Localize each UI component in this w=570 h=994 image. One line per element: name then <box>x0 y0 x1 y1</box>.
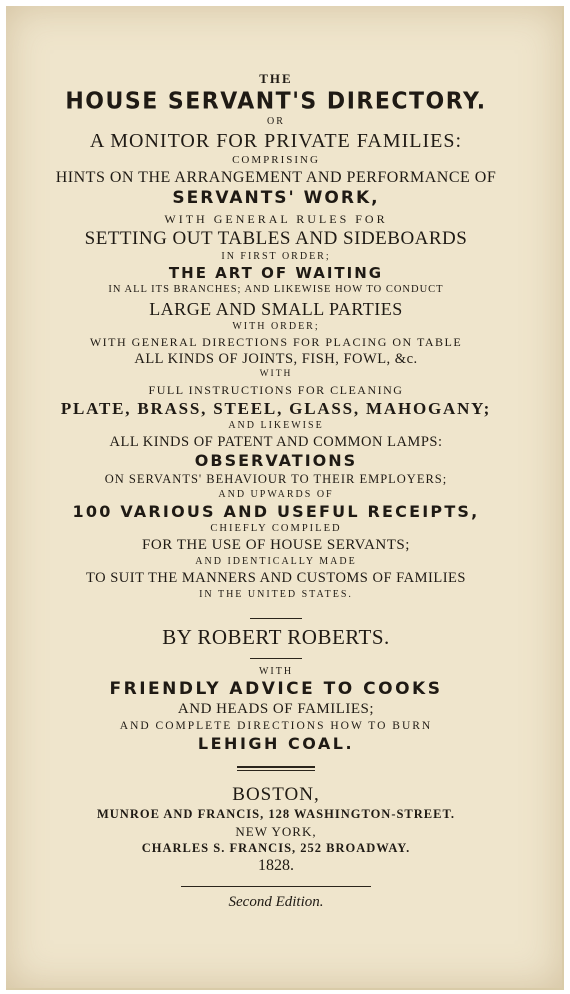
subtitle: A MONITOR FOR PRIVATE FAMILIES: <box>89 130 463 152</box>
for-use-line: FOR THE USE OF HOUSE SERVANTS; <box>142 537 410 553</box>
full-instructions-line: FULL INSTRUCTIONS FOR CLEANING <box>148 382 404 397</box>
divider-short <box>250 618 302 619</box>
title-page <box>6 6 564 990</box>
year-line: 1828. <box>258 857 294 874</box>
divider-long <box>181 886 371 887</box>
upwards-line: AND UPWARDS OF <box>218 488 334 500</box>
and-likewise-line: AND LIKEWISE <box>228 419 324 431</box>
observations-line: OBSERVATIONS <box>194 451 358 470</box>
boston-line: BOSTON, <box>232 784 320 805</box>
complete-line: AND COMPLETE DIRECTIONS HOW TO BURN <box>119 719 433 732</box>
charles-line: CHARLES S. FRANCIS, 252 BROADWAY. <box>141 840 411 855</box>
art-of-waiting-line: THE ART OF WAITING <box>168 264 384 282</box>
double-rule <box>237 766 315 771</box>
the-line: THE <box>259 71 293 86</box>
chiefly-line: CHIEFLY COMPILED <box>210 522 342 534</box>
comprising-line: COMPRISING <box>232 154 320 166</box>
first-order-line: IN FIRST ORDER; <box>221 251 331 262</box>
all-branches-line: IN ALL ITS BRANCHES; AND LIKEWISE HOW TO CONDUCT <box>108 284 444 295</box>
hints-line: HINTS ON THE ARRANGEMENT AND PERFORMANCE OF <box>55 169 497 186</box>
joints-line: ALL KINDS OF JOINTS, FISH, FOWL, &c. <box>134 350 418 367</box>
or-line: OR <box>267 116 285 127</box>
title-page-content <box>16 72 536 910</box>
large-small-line: LARGE AND SMALL PARTIES <box>149 298 403 319</box>
book-title: HOUSE SERVANT'S DIRECTORY. <box>65 88 487 115</box>
lamps-line: ALL KINDS OF PATENT AND COMMON LAMPS: <box>109 433 443 450</box>
with-line: WITH <box>259 369 293 379</box>
double-rule-top <box>237 766 315 768</box>
united-states-line: IN THE UNITED STATES. <box>199 588 353 600</box>
heads-line: AND HEADS OF FAMILIES; <box>177 700 375 717</box>
with-order-line: WITH ORDER; <box>232 320 320 332</box>
receipts-line: 100 VARIOUS AND USEFUL RECEIPTS, <box>72 501 480 521</box>
identically-line: AND IDENTICALLY MADE <box>195 556 357 567</box>
general-directions-line: WITH GENERAL DIRECTIONS FOR PLACING ON TABLE <box>89 334 463 349</box>
plate-brass-line: PLATE, BRASS, STEEL, GLASS, MAHOGANY; <box>60 398 492 418</box>
setting-out-line: SETTING OUT TABLES AND SIDEBOARDS <box>84 228 468 249</box>
servants-work-line: SERVANTS' WORK, <box>172 188 380 208</box>
lehigh-line: LEHIGH COAL. <box>197 734 355 753</box>
to-suit-line: TO SUIT THE MANNERS AND CUSTOMS OF FAMILIES <box>86 570 466 586</box>
divider-short-2 <box>250 658 302 659</box>
general-rules-line: WITH GENERAL RULES FOR <box>164 212 388 226</box>
edition-line: Second Edition. <box>228 894 324 910</box>
friendly-advice-line: FRIENDLY ADVICE TO COOKS <box>109 678 443 699</box>
new-york-line: NEW YORK, <box>235 823 317 839</box>
author-line: BY ROBERT ROBERTS. <box>162 624 390 649</box>
behaviour-line: ON SERVANTS' BEHAVIOUR TO THEIR EMPLOYERS; <box>104 472 448 486</box>
with-line-2: WITH <box>258 665 294 677</box>
double-rule-bottom <box>237 770 315 771</box>
munroe-line: MUNROE AND FRANCIS, 128 WASHINGTON-STREET. <box>96 807 456 821</box>
